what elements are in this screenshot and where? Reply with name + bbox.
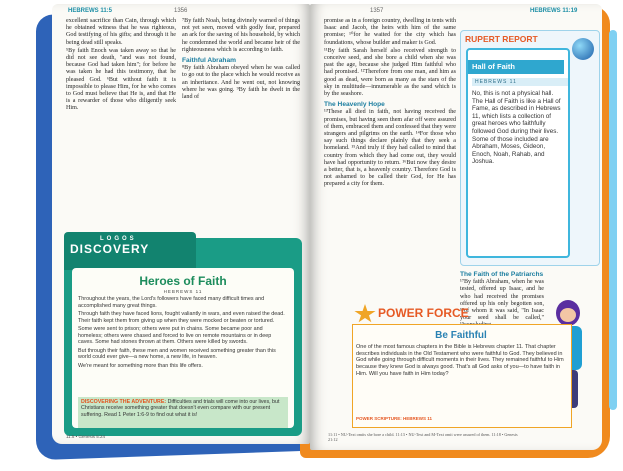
left-footnote: 11:5 • Genesis 5:24 — [66, 434, 106, 439]
power-force-text: One of the most famous chapters in the Bible is Hebrews chapter 11. That chapter describes individuals in the Old Testament who were faithful to God. They believed in God while going through difficult moments in their lives. They remained faithful to Him because they knew God is always good. That's all God asks of you—to have faith in Him. Will you have faith in Him today? — [356, 344, 564, 377]
logos-label — [70, 236, 149, 256]
verse-text: ¹¹By faith Sarah herself also received strength to conceive seed, and she bore a child when she was past the age, because she judged Him faithful who had promised. ¹²Therefore from one man, and him as good as dead, were born as many as the stars of the sky in multitude—innumerable as the sand which is by the seashore. — [324, 47, 456, 98]
right-page-number: 1357 — [370, 8, 384, 14]
logos-reference: HEBREWS 11 — [163, 289, 203, 294]
verse-text: promise as in a foreign country, dwelling in tents with Isaac and Jacob, the heirs with him of the same promise; ¹⁰for he waited for the city which has foundations, whose builder and maker is God. — [324, 18, 456, 46]
left-page — [52, 4, 310, 444]
verse-text: ⁷By faith Noah, being divinely warned of things not yet seen, moved with godly fear, prepared an ark for the saving of his household, by which he condemned the world and became heir of the righteousness which is according to faith. — [182, 18, 300, 53]
logos-body — [78, 296, 288, 371]
verse-text: ⁸By faith Abraham obeyed when he was called to go out to the place which he would receive as an inheritance. And he went out, not knowing where he was going. ⁹By faith he dwelt in the land of — [182, 65, 300, 101]
left-column-2 — [182, 18, 300, 102]
logos-paragraph: But through their faith, these men and women received something greater than this world could ever give—a new home, a new life, in heaven. — [78, 347, 276, 360]
rupert-report-title: RUPERT REPORT — [465, 34, 538, 44]
logos-paragraph: Some were sent to prison; others were put in chains. Some became poor and homeless; others were chased and forced to live on remote mountains or in deep caves. Some had stones thrown at them. Others were killed by swords. — [78, 326, 272, 345]
verse-text: ¹³These all died in faith, not having received the promises, but having seen them afar off were assured of them, embraced them and confessed that they were strangers and pilgrims on the earth. ¹⁴For those who say such things declare plainly that they seek a homeland. ¹⁵And truly if they had called to mind that country from which they had come out, they would have had opportunity to return. ¹⁶But now they desire a better, that is, a heavenly country. Therefore God is not ashamed to be called their God, for He has prepared a city for them. — [324, 109, 456, 188]
section-heading-patriarchs: The Faith of the Patriarchs — [460, 271, 544, 278]
logos-label-big: DISCOVERY — [70, 242, 150, 256]
hall-of-faith-heading: Hall of Faith — [468, 60, 564, 74]
be-faithful-heading: Be Faithful — [435, 330, 487, 341]
right-footnotes: 11:11 • NU-Text omits she bore a child. 11:13 • NU-Text and M-Text omit were assured of them. 11:18 • Genesis 21:12 — [328, 432, 518, 442]
verse-text: excellent sacrifice than Cain, through which he obtained witness that he was righteous, God testifying of his gifts; and through it he being dead still speaks. — [66, 18, 176, 46]
right-page — [310, 4, 602, 450]
section-heading-abraham: Faithful Abraham — [182, 57, 236, 65]
power-scripture: POWER SCRIPTURE: HEBREWS 11 — [356, 416, 433, 421]
cover-stripe — [609, 30, 617, 410]
discovering-label: DISCOVERING THE ADVENTURE: — [81, 399, 167, 405]
left-header: HEBREWS 11:5 — [68, 8, 113, 14]
logos-title: Heroes of Faith — [139, 274, 227, 288]
verse-text: ⁵By faith Enoch was taken away so that he did not see death, "and was not found, because God had taken him"; for before he was taken he had this testimony, that he pleased God. ⁶But without faith it is impossible to please Him, for he who comes to God must believe that He is, and that He is a rewarder of those who diligently seek Him. — [66, 47, 176, 112]
right-column-1 — [324, 18, 456, 190]
logos-paragraph: We're meant for something more than this life offers. — [78, 362, 203, 369]
hall-of-faith-reference: HEBREWS 11 — [472, 78, 568, 86]
left-page-number: 1356 — [174, 8, 188, 14]
section-heading-heavenly-hope: The Heavenly Hope — [324, 101, 385, 109]
left-column-1 — [66, 18, 176, 114]
globe-icon — [572, 38, 594, 60]
power-burst-icon — [354, 304, 376, 324]
discovering-box — [78, 397, 288, 428]
right-header: HEBREWS 11:19 — [530, 8, 578, 14]
power-force-title: POWER FORCE — [378, 306, 469, 320]
verse-text: ¹⁷By faith Abraham, when he was tested, offered up Isaac, and he who had received the promises offered up his only begotten son, ¹⁸of whom it was said, "In Isaac your seed shall be called," — [460, 279, 544, 322]
hall-of-faith-text: No, this is not a physical hall. The Hall of Faith is like a Hall of Fame, as described in Hebrews 11, which lists a collection of great heroes who faithfully followed God during their lives. Some of those included are Abraham, Moses, Gideon, Enoch, Noah, Rahab, and Joshua. — [472, 90, 561, 166]
logos-paragraph: Through faith they have faced lions, fought valiantly in wars, and even raised the dead. Their faith kept them from giving up when they were mocked or beaten or tortured. — [78, 311, 285, 324]
discovering-text: Difficulties and trials will come into our lives, but Christians receive something greater that doesn't even compare with our present suffering. Read 1 Peter 1:6-9 to find out what it is! — [81, 399, 280, 418]
logos-label-small: LOGOS — [100, 236, 137, 242]
logos-paragraph: Throughout the years, the Lord's followers have faced many difficult times and accomplished many great things. — [78, 296, 265, 309]
